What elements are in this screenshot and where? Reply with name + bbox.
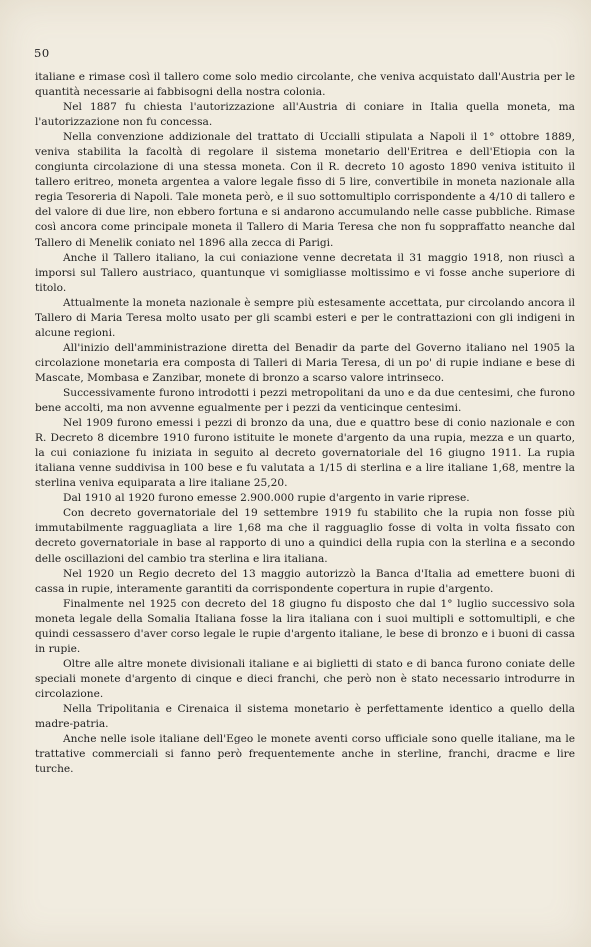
- paragraph: Nel 1887 fu chiesta l'autorizzazione all'Austria di coniare in Italia quella moneta, ma l'autorizzazione non fu concessa.: [35, 101, 575, 129]
- paragraph: Anche nelle isole italiane dell'Egeo le monete aventi corso ufficiale sono quelle italiane, ma le trattative commerciali si fanno però frequentemente anche in sterline, franchi, dracme e lire turche.: [35, 733, 575, 776]
- paragraph: Successivamente furono introdotti i pezzi metropolitani da uno e da due centesimi, che furono bene accolti, ma non avvenne egualmente per i pezzi da venticinque centesimi.: [35, 386, 575, 415]
- body-text: [35, 70, 575, 777]
- paragraph: Dal 1910 al 1920 furono emesse 2.900.000 rupie d'argento in varie riprese.: [63, 492, 470, 505]
- paragraph: Attualmente la moneta nazionale è sempre più estesamente accettata, pur circolando ancora il Tallero di Maria Teresa molto usato per gli scambi esteri e per le contrattazioni con gli indigeni in alcune regioni.: [35, 296, 575, 339]
- paragraph: italiane e rimase così il tallero come solo medio circolante, che veniva acquistato dall'Austria per le quantità necessarie ai fabbisogni della nostra colonia.: [35, 71, 575, 99]
- paragraph: All'inizio dell'amministrazione diretta del Benadir da parte del Governo italiano nel 1905 la circolazione monetaria era composta di Talleri di Maria Teresa, di un po' di rupie indiane e bese di Mascate, Mombasa e Zanzibar, monete di bronzo a scarso valore intrinseco.: [35, 341, 575, 384]
- paragraph: Nella convenzione addizionale del trattato di Uccialli stipulata a Napoli il 1° ottobre 1889, veniva stabilita la facoltà di regolare il sistema monetario dell'Eritrea e dell'Etiopia con la congiunta circolazione di una stessa moneta. Con il R. decreto 10 agosto 1890 veniva istituito il tallero eritreo, moneta argentea a valore legale fisso di 5 lire, convertibile in moneta nazionale alla regia Tesoreria di Napoli. Tale moneta però, e il suo sottomultiplo corrispondente a 4/10 di tallero e del valore di due lire, non ebbero fortuna e si andarono accumulando nelle casse pubbliche. Rimase così ancora come principale moneta il Tallero di Maria Teresa che non fu soppraffatto neanche dal Tallero di Menelik coniato nel 1896 alla zecca di Parigi.: [35, 131, 575, 249]
- paragraph: Con decreto governatoriale del 19 settembre 1919 fu stabilito che la rupia non fosse più immutabilmente ragguagliata a lire 1,68 ma che il ragguaglio fosse di volta in volta fissato con decreto governatoriale in base al rapporto di uno a quindici della rupia con la sterlina e a secondo delle oscillazioni del cambio tra sterlina e lira italiana.: [35, 507, 575, 565]
- paragraph: Nel 1909 furono emessi i pezzi di bronzo da una, due e quattro bese di conio nazionale e con R. Decreto 8 dicembre 1910 furono istituite le monete d'argento da una rupia, mezza e un quarto, la cui coniazione fu iniziata in seguito al decreto governatoriale del 16 giugno 1911. La rupia italiana venne suddivisa in 100 bese e fu valutata a 1/15 di sterlina e a lire italiane 1,68, mentre la sterlina veniva equiparata a lire italiane 25,20.: [35, 417, 575, 490]
- paragraph: Oltre alle altre monete divisionali italiane e ai biglietti di stato e di banca furono coniate delle speciali monete d'argento di cinque e dieci franchi, che però non è stato necessario introdurre in circolazione.: [35, 657, 575, 700]
- page-number: 50: [34, 46, 50, 60]
- paragraph: Anche il Tallero italiano, la cui coniazione venne decretata il 31 maggio 1918, non riuscì a imporsi sul Tallero austriaco, quantunque vi somigliasse moltissimo e vi fosse anche superiore di titolo.: [35, 251, 575, 294]
- paragraph: Nel 1920 un Regio decreto del 13 maggio autorizzò la Banca d'Italia ad emettere buoni di cassa in rupie, interamente garantiti da corrispondente copertura in rupie d'argento.: [35, 567, 575, 595]
- paragraph: Finalmente nel 1925 con decreto del 18 giugno fu disposto che dal 1° luglio successivo sola moneta legale della Somalia Italiana fosse la lira italiana con i suoi multipli e sottomultipli, e che quindi cessassero d'aver corso legale le rupie d'argento italiane, le bese di bronzo e i buoni di cassa in rupie.: [35, 597, 575, 655]
- paragraph: Nella Tripolitania e Cirenaica il sistema monetario è perfettamente identico a quello della madre-patria.: [35, 702, 575, 731]
